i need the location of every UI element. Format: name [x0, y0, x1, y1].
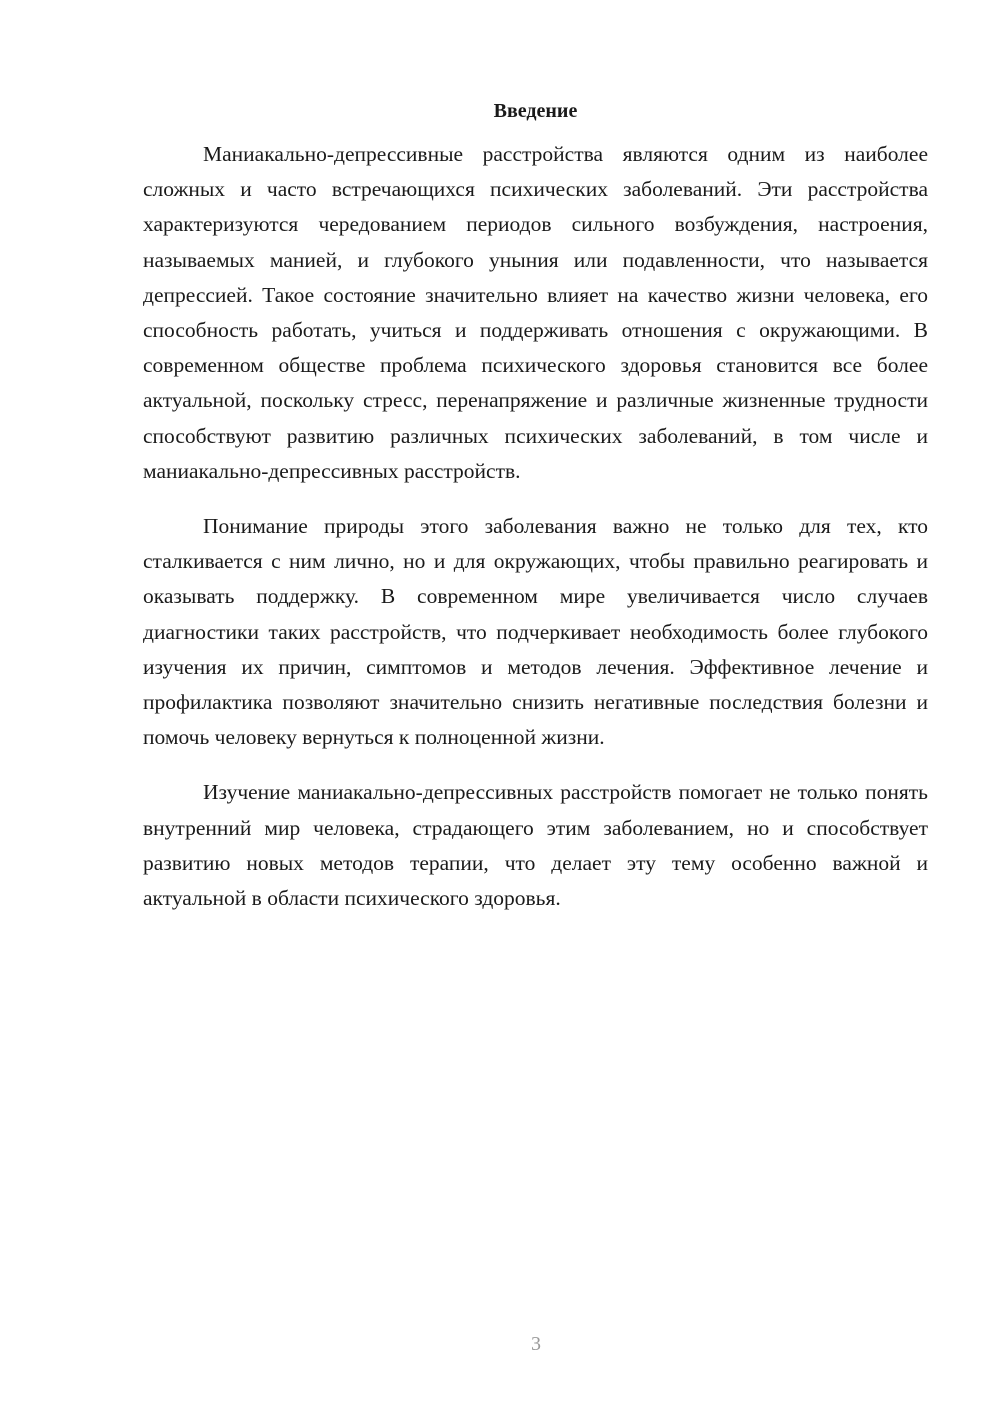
section-heading: Введение [493, 100, 578, 122]
text-column [143, 96, 928, 936]
page-number: 3 [531, 1333, 541, 1355]
paragraph-2: Понимание природы этого заболевания важно не только для тех, кто сталкивается с ним лично, но и для окружающих, чтобы правильно реагировать и оказывать поддержку. В современном мире увеличивается число случаев диагностики таких расстройств, что подчеркивает необходимость более глубокого изучения их причин, симптомов и методов лечения. Эффективное лечение и профилактика позволяют значительно снизить негативные последствия болезни и помочь человеку вернуться к полноценной жизни. [143, 514, 928, 750]
paragraph-3: Изучение маниакально-депрессивных расстройств помогает не только понять внутренний мир человека, страдающего этим заболеванием, но и способствует развитию новых методов терапии, что делает эту тему особенно важной и актуальной в области психического здоровья. [143, 780, 928, 911]
paragraph-1: Маниакально-депрессивные расстройства являются одним из наиболее сложных и часто встречающихся психических заболеваний. Эти расстройства характеризуются чередованием периодов сильного возбуждения, настроения, называемых манией, и глубокого уныния или подавленности, что называется депрессией. Такое состояние значительно влияет на качество жизни человека, его способность работать, учиться и поддерживать отношения с окружающими. В современном обществе проблема психического здоровья становится все более актуальной, поскольку стресс, перенапряжение и различные жизненные трудности способствуют развитию различных психических заболеваний, в том числе и маниакально-депрессивных расстройств. [143, 142, 928, 483]
